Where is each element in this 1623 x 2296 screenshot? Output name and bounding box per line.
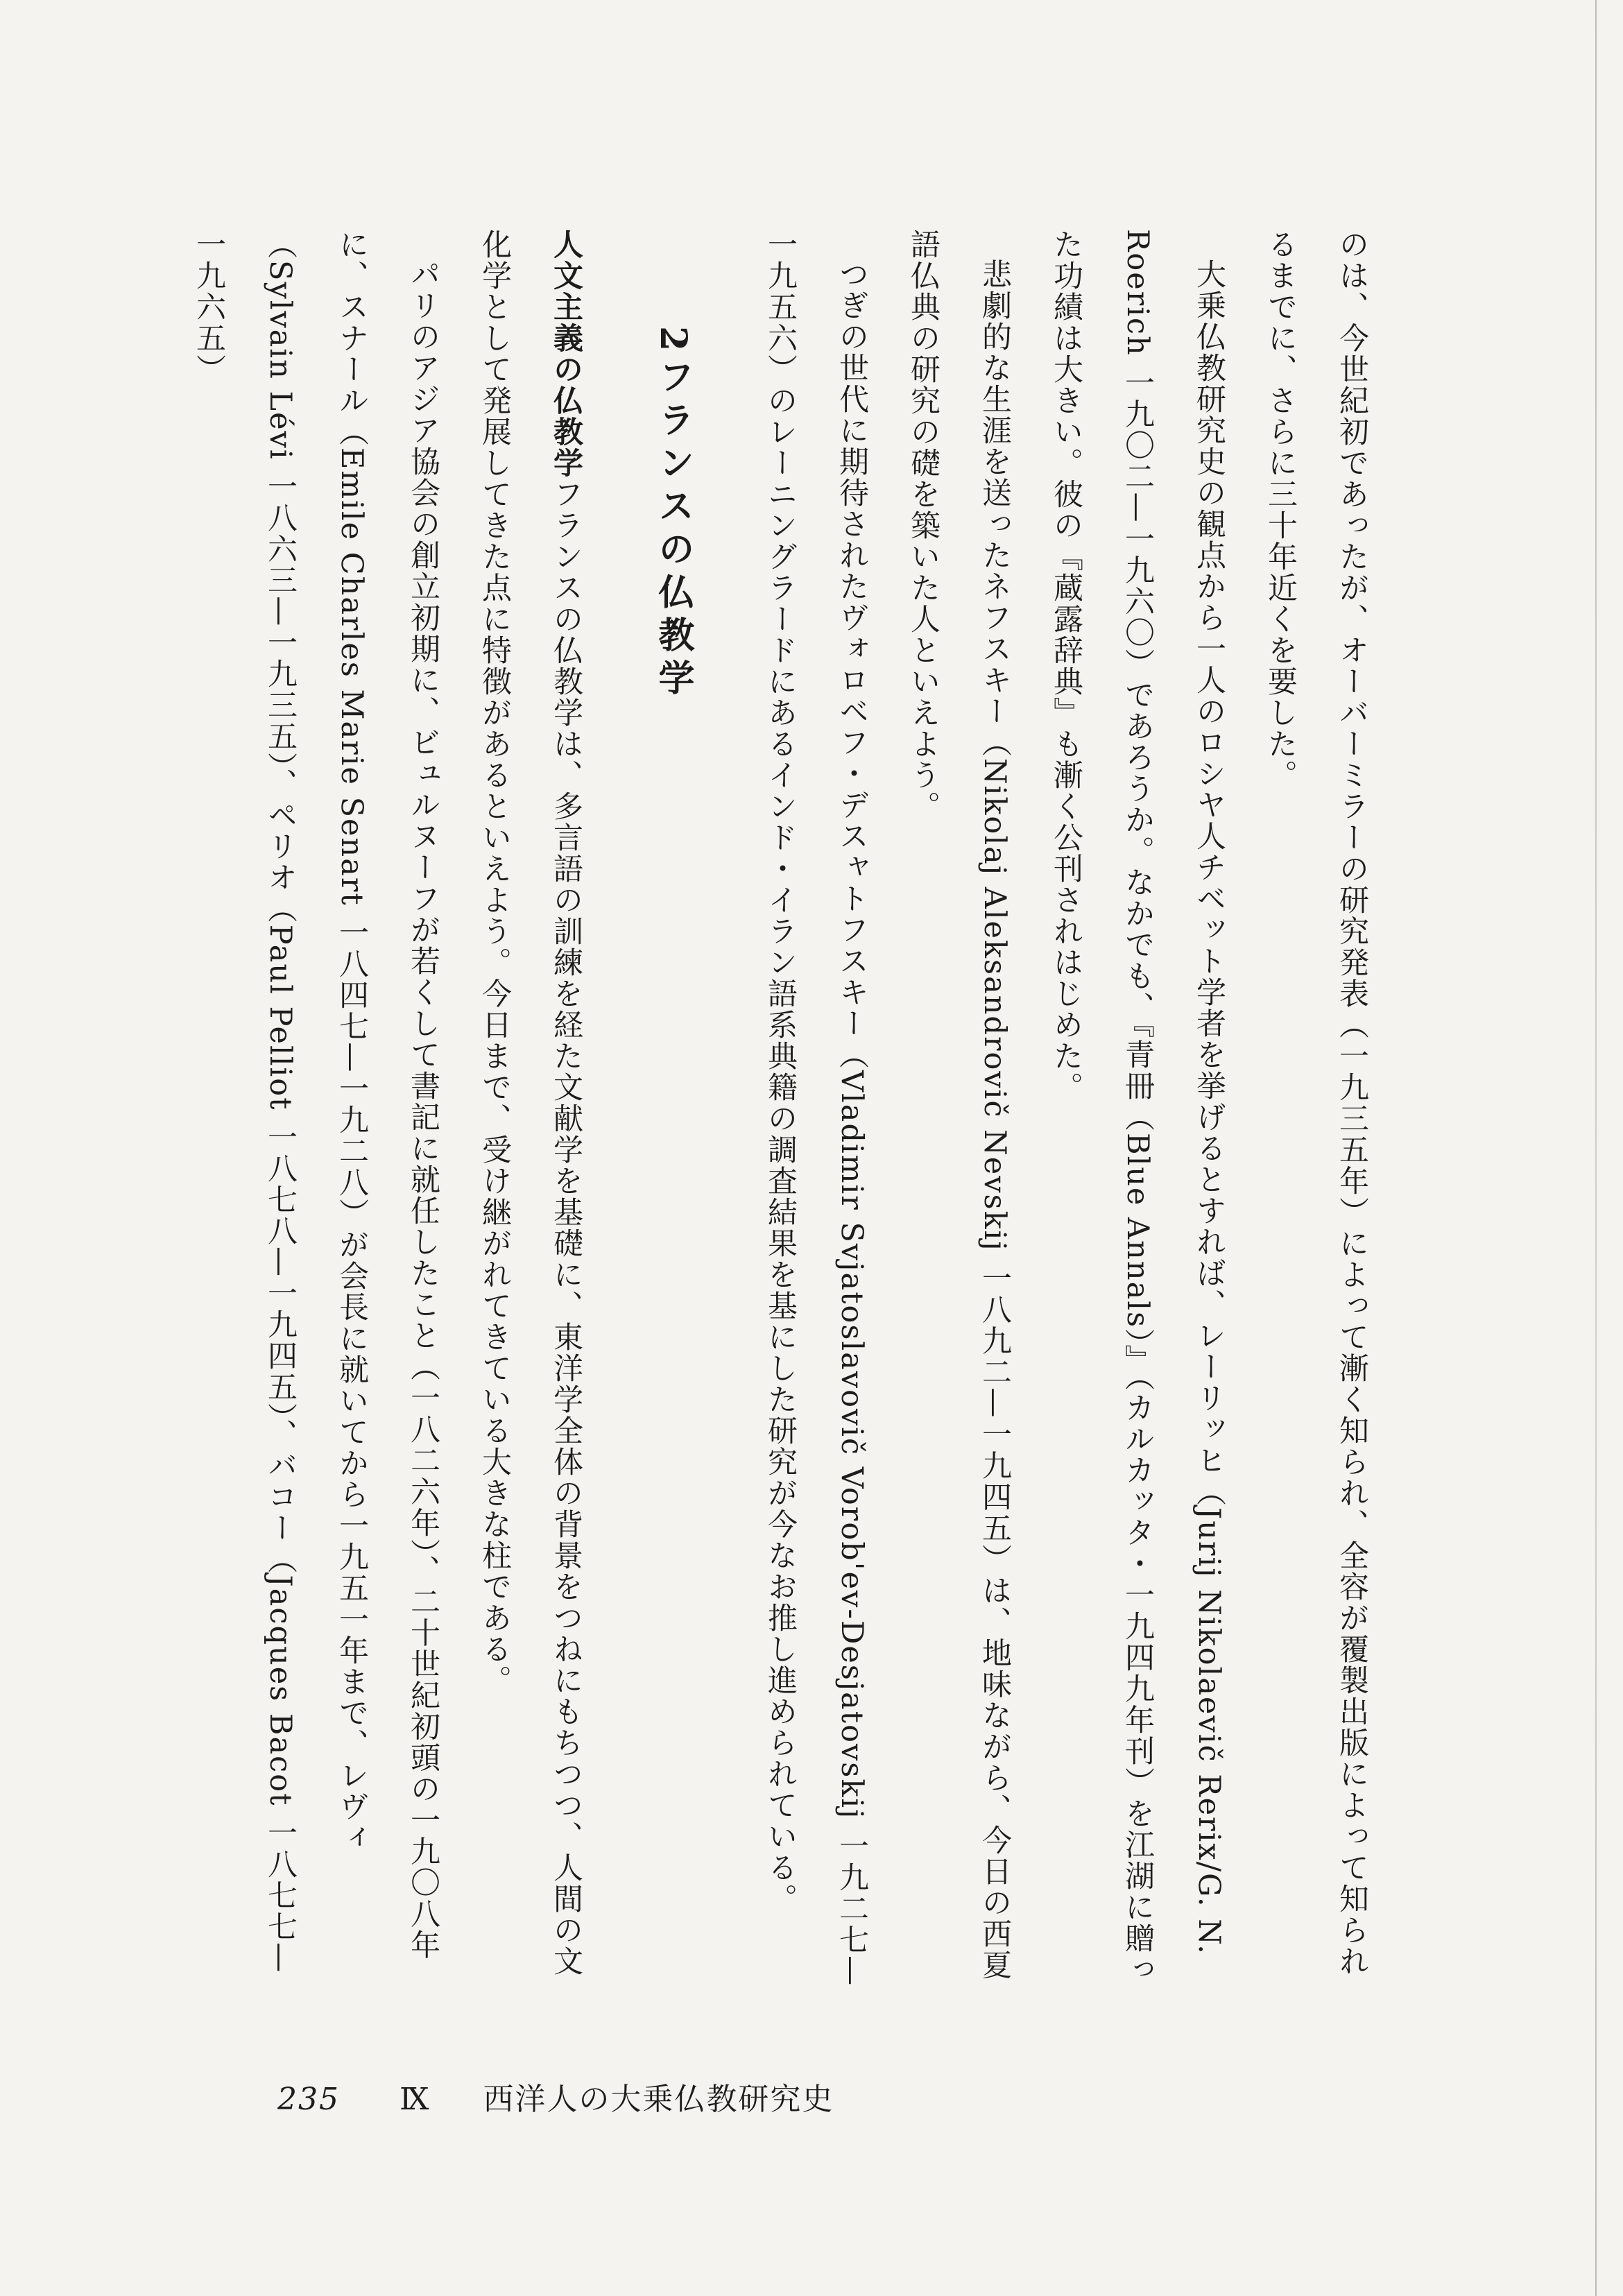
page-number: 235 bbox=[277, 2082, 340, 2117]
paragraph-4: つぎの世代に期待されたヴォロベフ・デスャトフスキー（Vladimir Svjatoslavovič Vorob'ev-Desjatovskij 一九二七—一九五六）のレーニングラードにあるインド・イラン語系典籍の調査結果を基にした研究が今なお推し進められている。 bbox=[763, 229, 869, 1987]
paragraph-6: パリのアジア協会の創立初期に、ビュルヌーフが若くして書記に就任したこと（一八二六年）、二十世紀初頭の一九〇八年に、スナール（Emile Charles Marie Senart 一八四七—一九二八）が会長に就いてから一九五一年まで、レヴィ（Sylvain Lévi 一八六三—一九三五）、ペリオ（Paul Pelliot 一八七八—一九四五）、バコー（Jacques Bacot 一八七七—一九六五） bbox=[191, 229, 440, 1974]
run-in-heading: 人文主義の仏教学 bbox=[549, 229, 583, 479]
vertical-text-body bbox=[191, 229, 1387, 1991]
section-heading bbox=[601, 229, 744, 1991]
chapter-title: 西洋人の大乗仏教研究史 bbox=[483, 2082, 834, 2117]
paragraph-1: のは、今世紀初であったが、オーバーミラーの研究発表（一九三五年）によって漸く知られ、全容が覆製出版によって知られるまでに、さらに三十年近くを要した。 bbox=[1263, 229, 1369, 1977]
section-number: 2 bbox=[652, 326, 694, 359]
paragraph-2: 大乗仏教研究史の観点から一人のロシヤ人チベット学者を挙げるとすれば、レーリッヒ（Jurij Nikolaevič Rerix/G. N. Roerich 一九〇二—一九六〇）であろうか。なかでも、『青冊（Blue Annals）』（カルカッタ・一九四九年刊）を江湖に贈った功績は大きい。彼の『蔵露辞典』も漸く公刊されはじめた。 bbox=[1049, 229, 1226, 1986]
section-title: フランスの仏教学 bbox=[652, 358, 694, 703]
paragraph-5 bbox=[458, 229, 601, 1991]
chapter-number: Ⅸ bbox=[399, 2082, 431, 2117]
page-footer bbox=[277, 2074, 834, 2118]
paragraph-3: 悲劇的な生涯を送ったネフスキー（Nikolaj Aleksandrovič Nevskij 一八九二—一九四五）は、地味ながら、今日の西夏語仏典の研究の礎を築いた人といえよう。 bbox=[906, 229, 1012, 1981]
page-edge-line bbox=[1595, 0, 1597, 2296]
paragraph-5-text: フランスの仏教学は、多言語の訓練を経た文献学を基礎に、東洋学全体の背景をつねにもちつつ、人間の文化学として発展してきた点に特徴があるといえよう。今日まで、受け継がれてきている大きな柱である。 bbox=[477, 229, 583, 1977]
